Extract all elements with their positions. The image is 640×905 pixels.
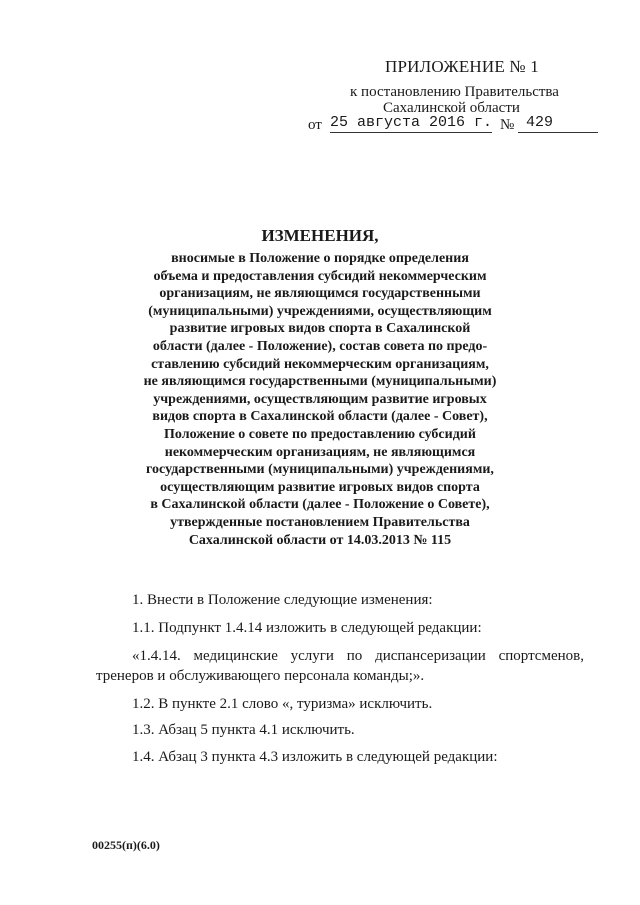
appendix-number: 429 xyxy=(518,114,598,133)
appendix-from-label: от xyxy=(308,117,322,133)
subtitle-line: области (далее - Положение), состав совета по предо- xyxy=(152,338,488,354)
paragraph-1-4: 1.4. Абзац 3 пункта 4.3 изложить в следующей редакции: xyxy=(132,749,498,765)
paragraph-1-2: 1.2. В пункте 2.1 слово «, туризма» исключить. xyxy=(132,696,433,712)
subtitle-line: не являющимся государственными (муниципальными) xyxy=(143,374,497,390)
word: «1.4.14. xyxy=(132,648,181,664)
subtitle-line: ставлению субсидий некоммерческим организациям, xyxy=(151,356,489,372)
subtitle-line: утвержденные постановлением Правительства xyxy=(170,514,470,530)
subtitle-line: некоммерческим организациям, не являющимся xyxy=(164,444,476,460)
subtitle-line: государственными (муниципальными) учреждениями, xyxy=(146,462,494,478)
appendix-date: 25 августа 2016 г. xyxy=(330,114,493,131)
subtitle-line: вносимые в Положение о порядке определения xyxy=(171,251,469,266)
paragraph-1-3: 1.3. Абзац 5 пункта 4.1 исключить. xyxy=(132,722,355,738)
subtitle-line: развитие игровых видов спорта в Сахалинской xyxy=(169,321,471,337)
word: спортсменов, xyxy=(498,648,584,664)
paragraph-1-4-14-first-line xyxy=(132,648,584,665)
subtitle-line: объема и предоставления субсидий некоммерческим xyxy=(153,268,487,284)
footer-code: 00255(п)(6.0) xyxy=(92,838,160,852)
subtitle-line: организациям, не являющимся государственными xyxy=(159,286,481,302)
appendix-title: ПРИЛОЖЕНИЕ № 1 xyxy=(385,57,539,76)
word: по xyxy=(346,648,363,664)
subtitle-line: (муниципальными) учреждениями, осуществляющим xyxy=(148,303,492,319)
word: услуги xyxy=(290,648,334,664)
subtitle-line: осуществляющим развитие игровых видов спорта xyxy=(160,479,480,495)
subtitle-line: видов спорта в Сахалинской области (далее - Совет), xyxy=(152,409,488,425)
subtitle-line: учреждениями, осуществляющим развитие игровых xyxy=(153,391,487,407)
document-heading: ИЗМЕНЕНИЯ, xyxy=(261,226,379,245)
document-subtitle xyxy=(100,250,540,549)
appendix-number-label: № xyxy=(500,117,515,133)
paragraph-1: 1. Внести в Положение следующие изменения: xyxy=(132,592,433,608)
subtitle-line: Положение о совете по предоставлению субсидий xyxy=(164,426,476,442)
paragraph-1-1: 1.1. Подпункт 1.4.14 изложить в следующей редакции: xyxy=(132,620,482,636)
word: медицинские xyxy=(193,648,278,664)
subtitle-line: в Сахалинской области (далее - Положение о Совете), xyxy=(150,497,490,513)
appendix-resolution-line: к постановлению Правительства xyxy=(350,84,559,100)
paragraph-1-4-14-continuation: тренеров и обслуживающего персонала команды;». xyxy=(96,668,425,684)
word: диспансеризации xyxy=(375,648,486,664)
subtitle-line: Сахалинской области от 14.03.2013 № 115 xyxy=(188,532,452,548)
appendix-region-line: Сахалинской области xyxy=(383,100,520,116)
